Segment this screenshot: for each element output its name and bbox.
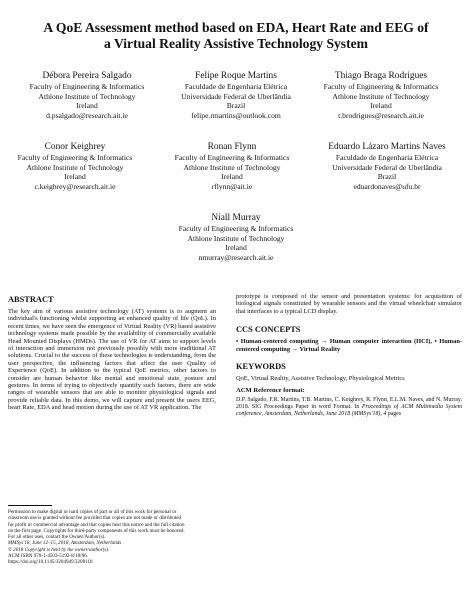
title-line-2: a Virtual Reality Assistive Technology System (104, 36, 368, 51)
author-affiliation: Faculty of Engineering & Informatics (323, 82, 439, 91)
author-country: Brazil (226, 101, 246, 111)
conference-line: MMSys'18, June 12–15, 2018, Amsterdam, Netherlands (8, 540, 122, 547)
isbn-line: ACM ISBN 978-1-4503-5192-8/18/06. (8, 553, 88, 560)
paper-title (20, 20, 452, 52)
ccs-heading: CCS CONCEPTS (236, 325, 301, 335)
author-name: Conor Keighrey (44, 142, 106, 152)
author-country: Ireland (225, 243, 247, 253)
author-block (0, 141, 150, 191)
author-block (157, 141, 307, 191)
author-country: Ireland (370, 101, 392, 111)
copyright-footnote (8, 505, 220, 566)
author-name: Felipe Roque Martins (195, 71, 277, 81)
author-email[interactable]: nmurray@research.ait.ie (198, 252, 274, 262)
author-email[interactable]: felipe.rmartins@outlook.com (191, 110, 281, 120)
author-institution: Universidade Federal de Uberlândia (332, 162, 442, 172)
author-name: Débora Pereira Salgado (42, 71, 132, 81)
author-email[interactable]: t.brodrigues@research.ait.ie (338, 110, 424, 120)
author-block (12, 70, 162, 120)
permission-line: Permission to make digital or hard copies of part or all of this work for personal or (8, 509, 177, 515)
author-name: Ronan Flynn (207, 142, 257, 152)
author-block (161, 70, 311, 120)
author-institution: Athlone Institute of Technology (187, 233, 285, 243)
permission-line: classroom use is granted without fee provided that copies are not made or distributed (8, 515, 181, 522)
author-institution: Athlone Institute of Technology (332, 91, 430, 101)
author-institution: Athlone Institute of Technology (26, 162, 124, 172)
author-country: Brazil (377, 172, 397, 182)
author-institution: Athlone Institute of Technology (38, 91, 136, 101)
acm-reference-venue: Proceedings of ACM Multimedia System conference, Amsterdam, Netherlands, June 2018 (MMSys'18) (236, 404, 462, 418)
author-name: Niall Murray (211, 213, 261, 223)
ccs-text: • Human-centered computing → Human computer interaction (HCI), • Human-centered computing → Virtual Reality (236, 338, 462, 353)
keywords-text: QoE, Virtual Reality, Assistive Technology, Physiological Metrics (236, 375, 405, 383)
acm-reference-heading: ACM Reference format: (236, 387, 305, 395)
right-column (236, 293, 462, 418)
author-email[interactable]: d.psalgado@research.ait.ie (46, 110, 128, 120)
author-email[interactable]: rflynn@ait.ie (211, 181, 253, 191)
left-column (8, 295, 216, 412)
permission-line: For all other uses, contact the Owner/Author(s). (8, 534, 106, 541)
acm-reference-pages: , 4 pages (380, 411, 402, 418)
abstract-text: The key aim of various assistive technology (AT) systems is to augment an individual's functioning whilst supporting an enhanced quality of life (QoL). In recent times, we have seen the emergence of Virtual Reality (VR) based assistive technology systems made possible by the availability of commercially available Head Mounted Displays (HMDs). The use of VR for AT aims to support levels of interaction and immersion not previously possibly with more traditional AT solutions. Crucial to the success of these technologies is understanding, from the user perspective, the influencing factors that affect the user Quality of Experience (QoE). In addition to the typical QoE metrics, other factors to consider are human behavior like mental and emotional state, posture and gestures. In terms of trying to objectively quantify such factors, there are wide ranges of wearable sensors that are able to monitor physiological signals and provide reliable data. In this demo, we will capture and present the users EEG, heart Rate, EDA and head motion during the use of AT VR application. The (8, 308, 216, 412)
author-country: Ireland (221, 172, 243, 182)
acm-reference-text (236, 397, 462, 418)
permission-line: on the first page. Copyrights for third-party components of this work must be honored. (8, 527, 185, 534)
permission-line: for profit or commercial advantage and that copies bear this notice and the full citation (8, 521, 185, 528)
author-institution: Universidade Federal de Uberlândia (181, 91, 291, 101)
acm-reference-authors: D.P. Salgado, F.R. Martins, T.B. Martins, C. Keighrey, R. Flynn, E.L.M. Naves, and N. Murray. 2018. SIG Proceedings Paper in word Format. In (236, 397, 462, 411)
abstract-continuation: prototype is composed of the sensor and presentation systems: for acquisition of biological signals constituted by wearable sensors and the virtual wheelchair simulator that interfaces to a typical LCD display. (236, 293, 462, 315)
author-name: Eduardo Lázaro Martins Naves (328, 142, 446, 152)
author-affiliation: Faculty of Engineering & Informatics (174, 153, 290, 162)
author-block (161, 212, 311, 262)
author-affiliation: Faculty of Engineering & Informatics (17, 153, 133, 162)
author-affiliation: Faculty of Engineering & Informatics (29, 82, 145, 91)
title-line-1: A QoE Assessment method based on EDA, Heart Rate and EEG of (43, 20, 429, 35)
author-country: Ireland (64, 172, 86, 182)
abstract-heading: ABSTRACT (8, 295, 54, 304)
doi-link[interactable]: https://doi.org/10.1145/3204949.3208118 (8, 559, 93, 566)
author-affiliation: Faculdade de Engenharia Elétrica (335, 153, 439, 162)
keywords-heading: KEYWORDS (236, 362, 286, 372)
author-block (306, 70, 456, 120)
author-email[interactable]: eduardonaves@ufu.br (353, 181, 421, 191)
author-affiliation: Faculty of Engineering & Informatics (178, 224, 294, 233)
author-block (312, 141, 462, 191)
author-institution: Athlone Institute of Technology (183, 162, 281, 172)
author-country: Ireland (76, 101, 98, 111)
copyright-line: © 2018 Copyright is held by the owner/author(s). (8, 546, 110, 553)
author-email[interactable]: c.keighrey@research.ait.ie (34, 181, 116, 191)
author-name: Thiago Braga Rodrigues (334, 71, 428, 81)
footnote-rule (8, 505, 52, 506)
author-affiliation: Faculdade de Engenharia Elétrica (184, 82, 288, 91)
